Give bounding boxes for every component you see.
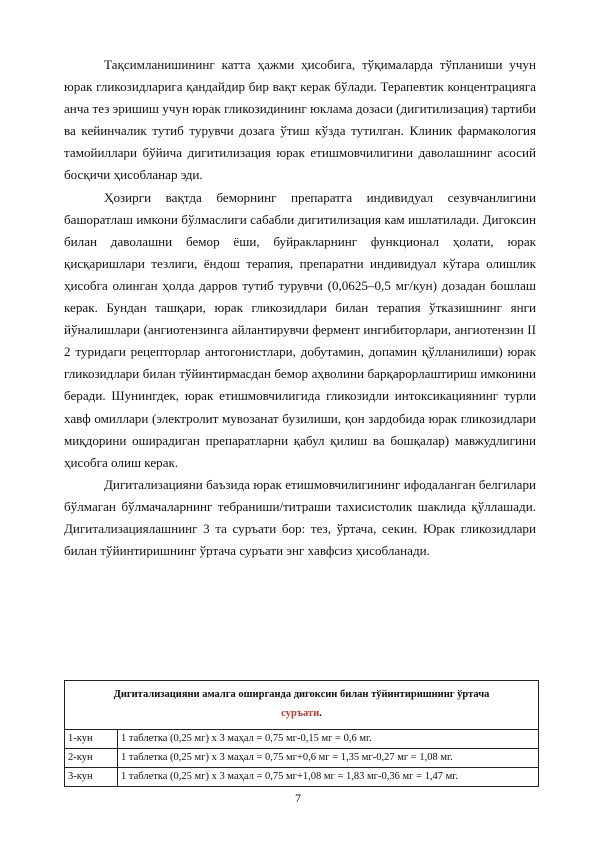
body-text [64, 54, 536, 562]
day-cell: 3-кун [65, 768, 118, 787]
dose-cell: 1 таблетка (0,25 мг) х 3 маҳал = 0,75 мг-0,15 мг = 0,6 мг. [118, 730, 539, 749]
dose-cell: 1 таблетка (0,25 мг) х 3 маҳал = 0,75 мг+0,6 мг = 1,35 мг-0,27 мг = 1,08 мг. [118, 749, 539, 768]
paragraph-3: Дигитализацияни баъзида юрак етишмовчилигининг ифодаланган белгилари бўлмаган бўлмачаларнинг тебраниши/титраши тахисистолик шаклида қўллашади. Дигитализациялашнинг 3 та суръати бор: тез, ўртача, секин. Юрак гликозидлари билан тўйинтиришнинг ўртача суръати энг хавфсиз ҳисобланади. [64, 476, 536, 559]
table-caption-accent: суръати [281, 708, 320, 719]
paragraph-1: Тақсимланишининг катта ҳажми ҳисобига, тўқималарда тўпланиши учун юрак гликозидларига қандайдир бир вақт керак бўлади. Терапевтик концентрацияга анча тез эришиш учун юрак гликозидининг юклама дозаси (дигитилизация) тартиби ва кейинчалик тутиб турувчи дозага ўтиш кўзда тутилган. Клиник фармакология тамойиллари бўйича дигитилизация юрак етишмовчилигини даволашнинг асосий босқичи ҳисобланар эди. [64, 57, 536, 183]
table-caption-end: . [319, 708, 322, 719]
dosage-table [64, 680, 539, 787]
table-row [65, 768, 539, 787]
table-caption-text: Дигитализацияни амалга оширганда дигоксин билан тўйинтиришнинг ўртача [113, 689, 490, 700]
day-cell: 1-кун [65, 730, 118, 749]
day-cell: 2-кун [65, 749, 118, 768]
paragraph-2: Ҳозирги вақтда беморнинг препаратга индивидуал сезувчанлигини башоратлаш имкони бўлмаслиги сабабли дигитилизация кам ишлатилади. Дигоксин билан даволашни бемор ёши, буйракларнинг функционал ҳолати, юрак қисқаришлари тезлиги, ёндош терапия, препаратни индивидуал кўтара олишлик ҳисобга олинган ҳолда дарров тутиб турувчи (0,0625–0,5 мг/кун) дозадан бошлаш керак. Бундан ташқари, юрак гликозидлари билан терапия ўтказишнинг янги йўналишлари (ангиотензинга айлантирувчи фермент ингибиторлари, ангиотензин II 2 туридаги рецепторлар антогонистлари, добутамин, допамин қўлланилиши) юрак гликозидлари билан тўйинтирмасдан бемор аҳволини барқарорлаштириш имконини беради. Шунингдек, юрак етишмовчилигида гликозидли интоксикациянинг турли хавф омиллари (электролит мувозанат бузилиши, қон зардобида юрак гликозидлари миқдорини оширадиган препаратларни қабул қилиш ва бошқалар) мавжудлигини ҳисобга олиш керак. [64, 189, 536, 470]
table-row [65, 730, 539, 749]
dose-cell: 1 таблетка (0,25 мг) х 3 маҳал = 0,75 мг+1,08 мг = 1,83 мг-0,36 мг = 1,47 мг. [118, 768, 539, 787]
table-caption-row [65, 681, 539, 730]
table-caption [65, 681, 539, 730]
dosage-table-container [64, 680, 539, 787]
table-row [65, 749, 539, 768]
page-number: 7 [295, 791, 301, 805]
